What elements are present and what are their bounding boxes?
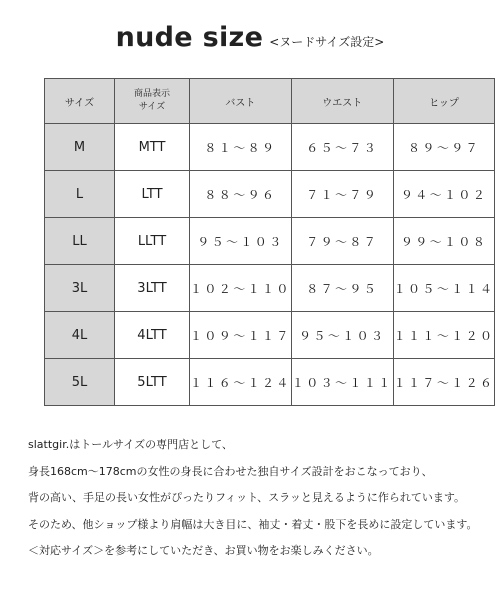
- header-waist: ウエスト: [291, 79, 393, 124]
- table-row: [45, 124, 495, 171]
- cell-hip: ９９～１０８: [393, 218, 495, 265]
- cell-waist: ７１～７９: [291, 171, 393, 218]
- cell-display: MTT: [115, 124, 190, 171]
- cell-waist: ７９～８７: [291, 218, 393, 265]
- cell-size: LL: [45, 218, 115, 265]
- header-hip: ヒップ: [393, 79, 495, 124]
- cell-bust: ８１～８９: [190, 124, 292, 171]
- size-table: [44, 78, 495, 406]
- table-row: [45, 218, 495, 265]
- cell-hip: ８９～９７: [393, 124, 495, 171]
- cell-waist: ８７～９５: [291, 265, 393, 312]
- cell-display: 5LTT: [115, 359, 190, 406]
- table-row: [45, 312, 495, 359]
- cell-display: LTT: [115, 171, 190, 218]
- cell-hip: ９４～１０２: [393, 171, 495, 218]
- header-display-line1: 商品表示: [133, 89, 170, 99]
- cell-bust: ９５～１０３: [190, 218, 292, 265]
- cell-waist: １０３～１１１: [291, 359, 393, 406]
- note-line: slattgir.はトールサイズの専門店として、: [28, 438, 233, 451]
- header-display-size: [115, 79, 190, 124]
- header-display-line2: サイズ: [138, 102, 166, 112]
- cell-size: 5L: [45, 359, 115, 406]
- cell-waist: ６５～７３: [291, 124, 393, 171]
- note-line: 身長168cm～178cmの女性の身長に合わせた独自サイズ設計をおこなっており、: [28, 464, 433, 478]
- table-header-row: [45, 79, 495, 124]
- cell-hip: １０５～１１４: [393, 265, 495, 312]
- note-line: 背の高い、手足の長い女性がぴったりフィット、スラッと見えるように作られています。: [28, 491, 466, 504]
- cell-display: 4LTT: [115, 312, 190, 359]
- cell-size: 4L: [45, 312, 115, 359]
- cell-bust: １１６～１２４: [190, 359, 292, 406]
- cell-size: L: [45, 171, 115, 218]
- title-subtitle: <ヌードサイズ設定>: [269, 35, 385, 49]
- table-row: [45, 171, 495, 218]
- cell-bust: １０２～１１０: [190, 265, 292, 312]
- page-title: [0, 22, 500, 53]
- table-row: [45, 265, 495, 312]
- cell-bust: ８８～９６: [190, 171, 292, 218]
- cell-size: M: [45, 124, 115, 171]
- cell-hip: １１１～１２０: [393, 312, 495, 359]
- cell-hip: １１７～１２６: [393, 359, 495, 406]
- table-row: [45, 359, 495, 406]
- header-bust: バスト: [190, 79, 292, 124]
- header-size: サイズ: [45, 79, 115, 124]
- note-line: ＜対応サイズ＞を参考にしていただき、お買い物をお楽しみください。: [28, 544, 379, 557]
- title-main: nude size: [115, 22, 264, 53]
- cell-display: LLTT: [115, 218, 190, 265]
- cell-bust: １０９～１１７: [190, 312, 292, 359]
- note-line: そのため、他ショップ様より肩幅は大き目に、袖丈・着丈・股下を長めに設定しています。: [28, 517, 478, 531]
- cell-waist: ９５～１０３: [291, 312, 393, 359]
- cell-display: 3LTT: [115, 265, 190, 312]
- cell-size: 3L: [45, 265, 115, 312]
- description-notes: [28, 432, 490, 565]
